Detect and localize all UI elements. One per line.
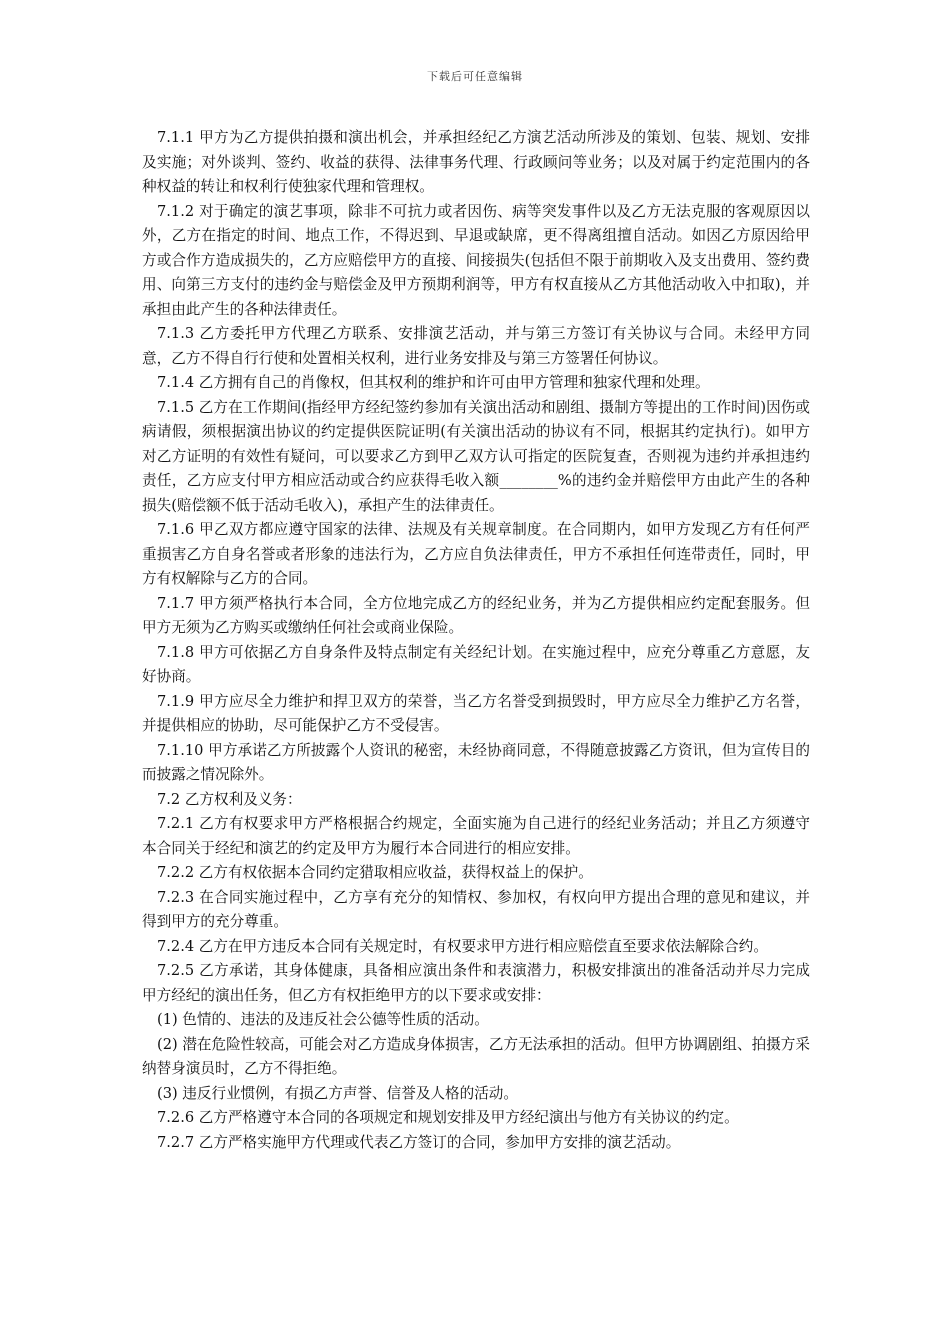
clause-7-2-5: 7.2.5 乙方承诺，其身体健康，具备相应演出条件和表演潜力，积极安排演出的准备活动并尽力完成甲方经纪的演出任务，但乙方有权拒绝甲方的以下要求或安排： <box>142 962 810 1004</box>
clause-7-2-3: 7.2.3 在合同实施过程中，乙方享有充分的知情权、参加权，有权向甲方提出合理的意见和建议，并得到甲方的充分尊重。 <box>142 888 810 930</box>
clause-7-1-8: 7.1.8 甲方可依据乙方自身条件及特点制定有关经纪计划。在实施过程中，应充分尊重乙方意愿，友好协商。 <box>142 643 810 685</box>
clause-7-1-10: 7.1.10 甲方承诺乙方所披露个人资讯的秘密，未经协商同意，不得随意披露乙方资讯，但为宣传目的而披露之情况除外。 <box>142 741 810 783</box>
clause-7-1-4: 7.1.4 乙方拥有自己的肖像权，但其权利的维护和许可由甲方管理和独家代理和处理。 <box>157 374 710 391</box>
clause-7-2-5-item-1: (1) 色情的、违法的及违反社会公德等性质的活动。 <box>157 1011 489 1028</box>
clause-7-1-6: 7.1.6 甲乙双方都应遵守国家的法律、法规及有关规章制度。在合同期内，如甲方发现乙方有任何严重损害乙方自身名誉或者形象的违法行为，乙方应自负法律责任，甲方不承担任何连带责任，同时，甲方有权解除与乙方的合同。 <box>142 521 810 587</box>
clause-7-1-5: 7.1.5 乙方在工作期间(指经甲方经纪签约参加有关演出活动和剧组、摄制方等提出的工作时间)因伤或病请假，须根据演出协议的约定提供医院证明(有关演出活动的协议有不同，根据其约定执行)。如甲方对乙方证明的有效性有疑问，可以要求乙方到甲乙双方认可指定的医院复查，否则视为违约并承担违约责任，乙方应支付甲方相应活动或合约应获得毛收入额________%的违约金并赔偿甲方由此产生的各种损失(赔偿额不低于活动毛收入)，承担产生的法律责任。 <box>142 398 810 514</box>
clause-7-1-9: 7.1.9 甲方应尽全力维护和捍卫双方的荣誉，当乙方名誉受到损毁时，甲方应尽全力维护乙方名誉，并提供相应的协助，尽可能保护乙方不受侵害。 <box>142 692 810 734</box>
clause-7-2-4: 7.2.4 乙方在甲方违反本合同有关规定时，有权要求甲方进行相应赔偿直至要求依法解除合约。 <box>157 937 768 955</box>
clause-7-2-5-item-3: (3) 违反行业惯例，有损乙方声誉、信誉及人格的活动。 <box>157 1084 518 1102</box>
clause-7-2-6: 7.2.6 乙方严格遵守本合同的各项规定和规划安排及甲方经纪演出与他方有关协议的约定。 <box>157 1109 739 1126</box>
clause-7-1-7: 7.1.7 甲方须严格执行本合同，全方位地完成乙方的经纪业务，并为乙方提供相应约定配套服务。但甲方无须为乙方购买或缴纳任何社会或商业保险。 <box>142 594 810 636</box>
clause-7-2-5-item-2: (2) 潜在危险性较高，可能会对乙方造成身体损害，乙方无法承担的活动。但甲方协调剧组、拍摄方采纳替身演员时，乙方不得拒绝。 <box>142 1035 810 1077</box>
clause-7-2-2: 7.2.2 乙方有权依据本合同约定猎取相应收益，获得权益上的保护。 <box>157 864 593 881</box>
clause-7-2-1: 7.2.1 乙方有权要求甲方严格根据合约规定，全面实施为自己进行的经纪业务活动；并且乙方须遵守本合同关于经纪和演艺的约定及甲方为履行本合同进行的相应安排。 <box>142 815 810 857</box>
section-7-2-heading: 7.2 乙方权利及义务： <box>157 790 302 808</box>
clause-7-1-1: 7.1.1 甲方为乙方提供拍摄和演出机会，并承担经纪乙方演艺活动所涉及的策划、包装、规划、安排及实施；对外谈判、签约、收益的获得、法律事务代理、行政顾问等业务；以及对属于约定范围内的各种权益的转让和权利行使独家代理和管理权。 <box>142 129 810 195</box>
clause-7-1-3: 7.1.3 乙方委托甲方代理乙方联系、安排演艺活动，并与第三方签订有关协议与合同。未经甲方同意，乙方不得自行行使和处置相关权利，进行业务安排及与第三方签署任何协议。 <box>142 325 810 367</box>
document-body <box>142 126 810 1155</box>
clause-7-1-2: 7.1.2 对于确定的演艺事项，除非不可抗力或者因伤、病等突发事件以及乙方无法克服的客观原因以外，乙方在指定的时间、地点工作，不得迟到、早退或缺席，更不得离组擅自活动。如因乙方原因给甲方或合作方造成损失的，乙方应赔偿甲方的直接、间接损失(包括但不限于前期收入及支出费用、签约费用、向第三方支付的违约金与赔偿金及甲方预期利润等，甲方有权直接从乙方其他活动收入中扣取)，并承担由此产生的各种法律责任。 <box>142 202 810 318</box>
page-header-note: 下载后可任意编辑 <box>427 70 523 83</box>
clause-7-2-7: 7.2.7 乙方严格实施甲方代理或代表乙方签订的合同，参加甲方安排的演艺活动。 <box>157 1133 681 1151</box>
